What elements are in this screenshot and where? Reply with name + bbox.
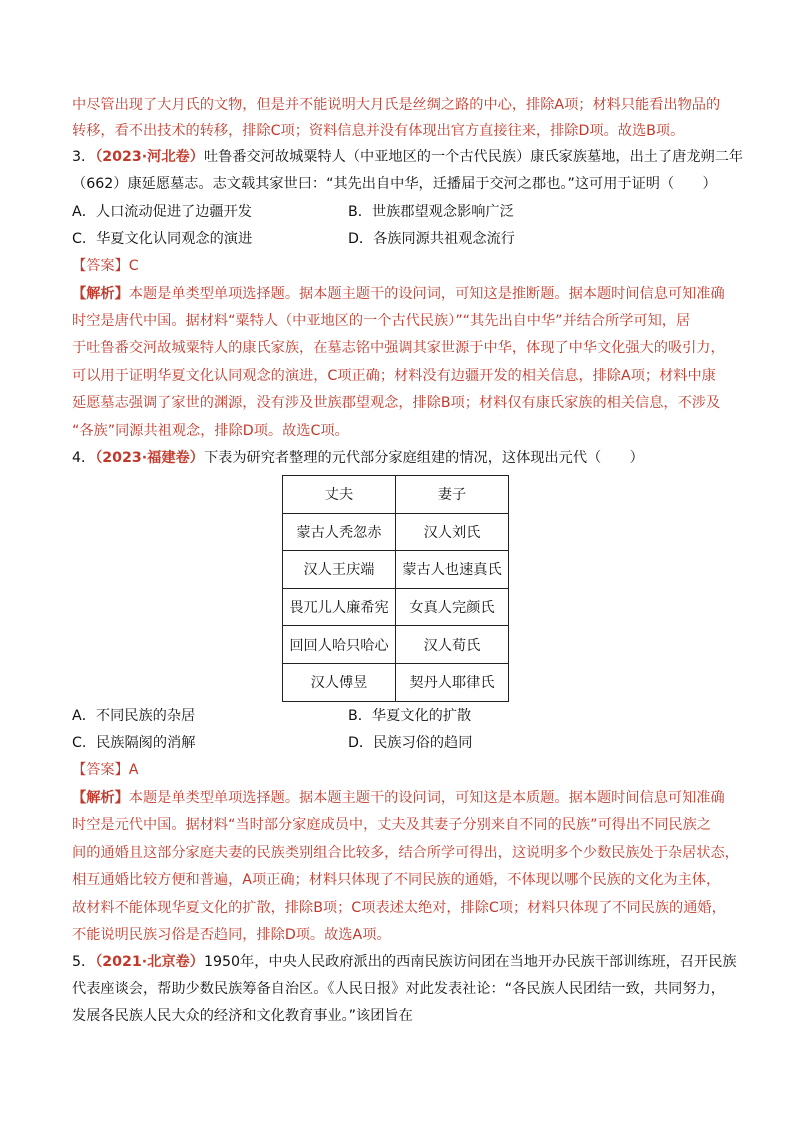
q3-option-d[interactable]: D．各族同源共祖观念流行 xyxy=(348,231,515,247)
table-header-wife: 妻子 xyxy=(396,476,509,514)
table-header-husband: 丈夫 xyxy=(283,476,396,514)
table-cell: 汉人刘氏 xyxy=(396,513,509,551)
q3-option-b[interactable]: B．世族郡望观念影响广泛 xyxy=(348,204,514,220)
table-cell: 汉人荀氏 xyxy=(396,626,509,664)
q3-stem-line-2: （662）康延愿墓志。志文载其家世曰：“其先出自中华，迁播届于交河之郡也。”这可用于证明（ ） xyxy=(72,176,717,192)
q4-analysis-line-6: 不能说明民族习俗是否趋同，排除D项。故选A项。 xyxy=(72,927,391,943)
q4-table xyxy=(282,475,509,702)
q4-analysis-tag: 【解析】 xyxy=(72,790,129,806)
q3-analysis-line-2: 时空是唐代中国。据材料“粟特人（中亚地区的一个古代民族）”“其先出自中华”并结合所学可知，居 xyxy=(72,313,691,329)
q4-analysis-line-4: 相互通婚比较方便和普遍，A项正确；材料只体现了不同民族的通婚，不体现以哪个民族的文化为主体， xyxy=(72,872,721,888)
q3-analysis-text-1: 本题是单类型单项选择题。据本题主题干的设问词，可知这是推断题。据本题时间信息可知准确 xyxy=(128,286,725,302)
q4-answer: 【答案】A xyxy=(72,762,139,778)
q4-analysis-line-1 xyxy=(72,788,725,808)
q5-number: 5． xyxy=(72,954,96,970)
table-cell: 蒙古人秃忽赤 xyxy=(283,513,396,551)
q3-stem-line-1 xyxy=(72,147,743,167)
q4-option-d[interactable]: D．民族习俗的趋同 xyxy=(348,735,473,751)
table-cell: 汉人王庆端 xyxy=(283,551,396,589)
table-header-row xyxy=(283,476,509,514)
q4-source: （2023·福建卷） xyxy=(95,450,204,466)
q4-option-b[interactable]: B．华夏文化的扩散 xyxy=(348,708,472,724)
intro-line-2: 转移，看不出技术的转移，排除C项；资料信息并没有体现出官方直接往来，排除D项。故选B项。 xyxy=(72,123,685,139)
table-cell: 蒙古人也速真氏 xyxy=(396,551,509,589)
q3-analysis-line-3: 于吐鲁番交河故城粟特人的康氏家族，在墓志铭中强调其家世源于中华，体现了中华文化强大的吸引力， xyxy=(72,340,725,356)
table-cell: 契丹人耶律氏 xyxy=(396,663,509,701)
q4-analysis-line-3: 间的通婚且这部分家庭夫妻的民族类别组合比较多，结合所学可得出，这说明多个少数民族处于杂居状态， xyxy=(72,845,739,861)
table-row xyxy=(283,663,509,701)
q4-analysis-line-2: 时空是元代中国。据材料“当时部分家庭成员中，丈夫及其妻子分别来自不同的民族”可得出不同民族之 xyxy=(72,817,711,833)
q5-stem-line-2: 代表座谈会，帮助少数民族筹备自治区。《人民日报》对此发表社论：“各民族人民团结一致，共同努力， xyxy=(72,981,725,997)
q3-analysis-line-4: 可以用于证明华夏文化认同观念的演进，C项正确；材料没有边疆开发的相关信息，排除A项；材料中康 xyxy=(72,368,716,384)
q4-analysis-text-1: 本题是单类型单项选择题。据本题主题干的设问词，可知这是本质题。据本题时间信息可知准确 xyxy=(128,790,725,806)
table-row xyxy=(283,513,509,551)
q4-number: 4． xyxy=(72,450,96,466)
q5-stem-1: 1950年，中央人民政府派出的西南民族访问团在当地开办民族干部训练班，召开民族 xyxy=(203,954,737,970)
q3-analysis-line-6: “各族”同源共祖观念，排除D项。故选C项。 xyxy=(72,423,349,439)
table-row xyxy=(283,588,509,626)
table-row xyxy=(283,626,509,664)
q3-number: 3． xyxy=(72,149,96,165)
table-cell: 回回人哈只哈心 xyxy=(283,626,396,664)
table-cell: 女真人完颜氏 xyxy=(396,588,509,626)
q4-stem-line xyxy=(72,448,644,468)
q3-option-c[interactable]: C．华夏文化认同观念的演进 xyxy=(72,231,253,247)
q3-answer: 【答案】C xyxy=(72,258,139,274)
intro-line-1: 中尽管出现了大月氏的文物，但是并不能说明大月氏是丝绸之路的中心，排除A项；材料只能看出物品的 xyxy=(72,97,721,113)
q5-stem-line-3: 发展各民族人民大众的经济和文化教育事业。”该团旨在 xyxy=(72,1008,413,1024)
q5-stem-line-1 xyxy=(72,952,737,972)
q4-analysis-line-5: 故材料不能体现华夏文化的扩散，排除B项；C项表述太绝对，排除C项；材料只体现了不同民族的通婚， xyxy=(72,900,726,916)
q4-stem: 下表为研究者整理的元代部分家庭组建的情况，这体现出元代（ ） xyxy=(203,450,644,466)
table-row xyxy=(283,551,509,589)
table-cell: 畏兀儿人廉希宪 xyxy=(283,588,396,626)
q4-option-c[interactable]: C．民族隔阂的消解 xyxy=(72,735,196,751)
q3-stem-1: 吐鲁番交河故城粟特人（中亚地区的一个古代民族）康氏家族墓地，出土了唐龙朔二年 xyxy=(203,149,744,165)
q5-source: （2021·北京卷） xyxy=(95,954,204,970)
q3-analysis-line-5: 延愿墓志强调了家世的渊源，没有涉及世族郡望观念，排除B项；材料仅有康氏家族的相关信息，不涉及 xyxy=(72,395,721,411)
table-cell: 汉人傅昱 xyxy=(283,663,396,701)
q3-source: （2023·河北卷） xyxy=(95,149,204,165)
q4-option-a[interactable]: A．不同民族的杂居 xyxy=(72,708,196,724)
q3-analysis-line-1 xyxy=(72,284,725,304)
q3-option-a[interactable]: A．人口流动促进了边疆开发 xyxy=(72,204,252,220)
q3-analysis-tag: 【解析】 xyxy=(72,286,129,302)
